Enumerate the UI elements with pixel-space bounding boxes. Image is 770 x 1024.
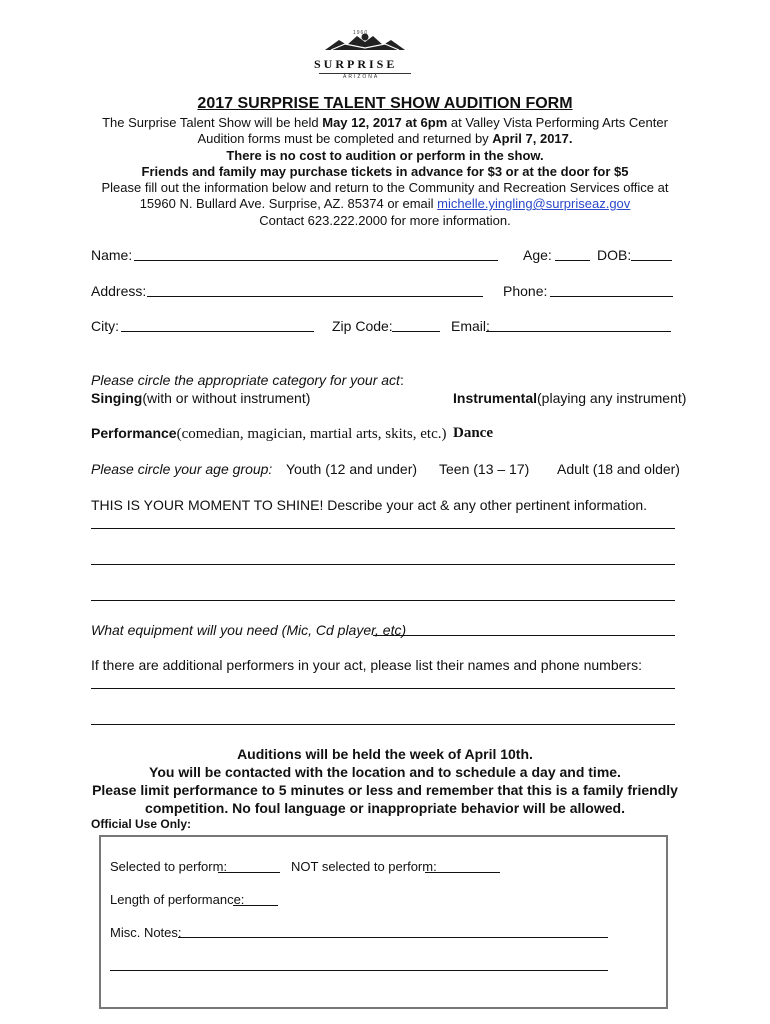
email-link[interactable]: michelle.yingling@surpriseaz.gov xyxy=(437,196,631,211)
city-field[interactable] xyxy=(121,331,314,332)
header-return-line: Please fill out the information below and return to the Community and Recreation Services office at xyxy=(101,180,669,195)
age-group-teen[interactable]: Teen (13 – 17) xyxy=(439,461,530,477)
length-label: Length of performance: xyxy=(110,892,245,907)
address-label: Address: xyxy=(91,283,147,299)
age-group-adult[interactable]: Adult (18 and older) xyxy=(557,461,680,477)
footer-line-4: competition. No foul language or inappropriate behavior will be allowed. xyxy=(145,800,625,816)
misc-notes-line-1[interactable] xyxy=(178,937,608,938)
describe-line-1[interactable] xyxy=(91,528,675,529)
header-event-line: The Surprise Talent Show will be held May 12, 2017 at 6pm at Valley Vista Performing Arts Center xyxy=(102,115,668,130)
email-field[interactable] xyxy=(486,331,671,332)
zip-field[interactable] xyxy=(392,331,440,332)
age-label: Age: xyxy=(523,247,552,263)
header-deadline-line: Audition forms must be completed and returned by April 7, 2017. xyxy=(197,131,573,146)
footer-line-1: Auditions will be held the week of April 10th. xyxy=(237,746,533,762)
category-instrumental[interactable]: Instrumental(playing any instrument) xyxy=(453,390,687,406)
age-group-prompt: Please circle your age group: xyxy=(91,461,273,477)
additional-line-2[interactable] xyxy=(91,724,675,725)
footer-line-3: Please limit performance to 5 minutes or less and remember that this is a family friendly xyxy=(92,782,678,798)
official-use-heading: Official Use Only: xyxy=(91,817,192,831)
phone-label: Phone: xyxy=(503,283,548,299)
describe-prompt: THIS IS YOUR MOMENT TO SHINE! Describe your act & any other pertinent information. xyxy=(91,497,648,513)
logo-state: ARIZONA xyxy=(343,74,380,80)
category-performance[interactable]: Performance(comedian, magician, martial arts, skits, etc.) xyxy=(91,425,447,442)
selected-label: Selected to perform: xyxy=(110,859,228,874)
equipment-field[interactable] xyxy=(373,635,675,636)
city-label: City: xyxy=(91,318,119,334)
category-prompt: Please circle the appropriate category for your act: xyxy=(91,372,404,388)
age-field[interactable] xyxy=(555,260,590,261)
logo-name: SURPRISE xyxy=(314,57,398,71)
not-selected-field[interactable] xyxy=(425,872,500,873)
header-tickets-line: Friends and family may purchase tickets in advance for $3 or at the door for $5 xyxy=(141,164,629,179)
surprise-logo xyxy=(305,30,425,82)
equipment-prompt: What equipment will you need (Mic, Cd player, etc) xyxy=(91,622,407,638)
email-label: Email: xyxy=(451,318,490,334)
zip-label: Zip Code: xyxy=(332,318,393,334)
logo-year: 1960 xyxy=(353,30,369,36)
header-address-line: 15960 N. Bullard Ave. Surprise, AZ. 85374 or email michelle.yingling@surpriseaz.gov xyxy=(139,196,631,211)
header-cost-line: There is no cost to audition or perform in the show. xyxy=(226,148,544,163)
name-label: Name: xyxy=(91,247,133,263)
describe-line-3[interactable] xyxy=(91,600,675,601)
form-title: 2017 SURPRISE TALENT SHOW AUDITION FORM xyxy=(197,95,573,112)
misc-notes-line-2[interactable] xyxy=(110,970,608,971)
phone-field[interactable] xyxy=(550,296,673,297)
age-group-youth[interactable]: Youth (12 and under) xyxy=(286,461,418,477)
address-field[interactable] xyxy=(147,296,483,297)
describe-line-2[interactable] xyxy=(91,564,675,565)
length-field[interactable] xyxy=(233,905,278,906)
additional-line-1[interactable] xyxy=(91,688,675,689)
dob-label: DOB: xyxy=(597,247,632,263)
header-contact-line: Contact 623.222.2000 for more information. xyxy=(259,213,511,228)
category-singing[interactable]: Singing(with or without instrument) xyxy=(91,390,311,406)
not-selected-label: NOT selected to perform: xyxy=(291,859,437,874)
footer-line-2: You will be contacted with the location and to schedule a day and time. xyxy=(149,764,621,780)
dob-field[interactable] xyxy=(631,260,672,261)
misc-notes-label: Misc. Notes: xyxy=(110,925,182,940)
additional-prompt: If there are additional performers in your act, please list their names and phone numbers: xyxy=(91,657,642,673)
category-dance[interactable]: Dance xyxy=(453,425,493,441)
name-field[interactable] xyxy=(134,260,498,261)
selected-field[interactable] xyxy=(218,872,280,873)
